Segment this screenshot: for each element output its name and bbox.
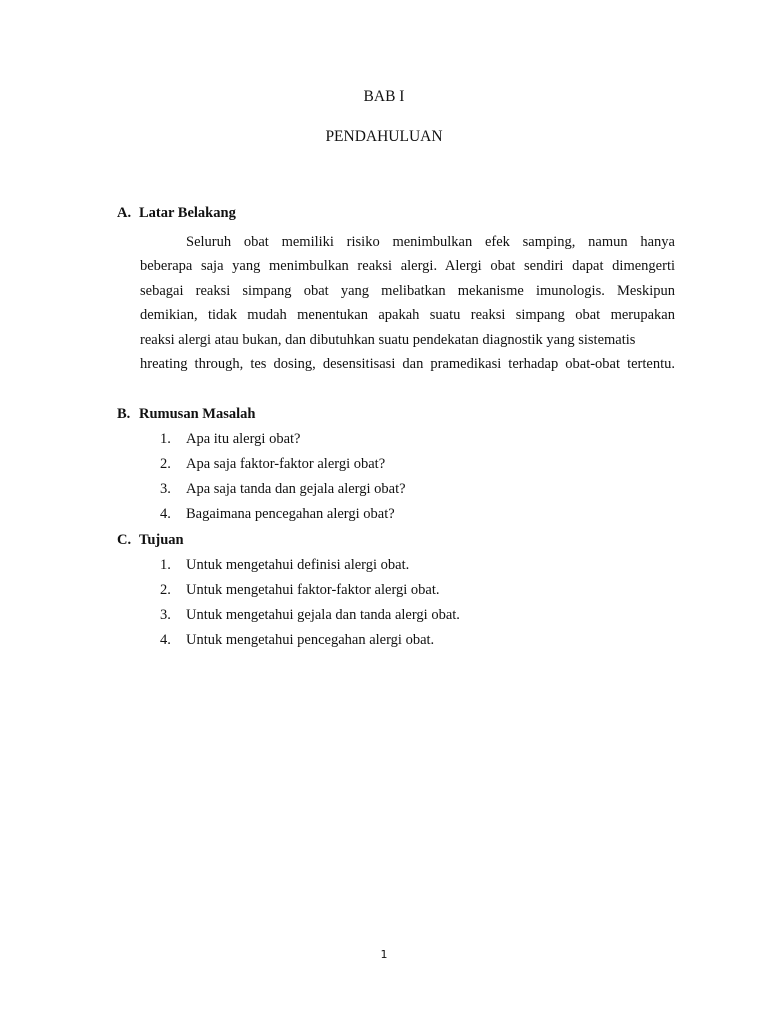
objectives-list [160, 553, 460, 653]
list-item [160, 603, 460, 628]
list-text: Untuk mengetahui pencegahan alergi obat. [186, 632, 435, 648]
section-title: Rumusan Masalah [139, 406, 256, 422]
list-number: 1. [160, 557, 171, 573]
list-item [160, 502, 406, 527]
background-paragraph [140, 230, 675, 376]
section-heading-latar-belakang [117, 205, 236, 222]
chapter-number: BAB I [363, 88, 405, 105]
section-heading-rumusan-masalah [117, 406, 255, 423]
list-item [160, 452, 406, 477]
list-number: 3. [160, 481, 171, 497]
page-number: 1 [380, 948, 388, 961]
list-number: 2. [160, 582, 171, 598]
section-letter: C. [117, 532, 132, 548]
list-number: 2. [160, 456, 171, 472]
section-heading-tujuan [117, 532, 184, 549]
section-title: Tujuan [139, 532, 184, 548]
list-item [160, 553, 460, 578]
list-text: Untuk mengetahui faktor-faktor alergi obat. [186, 582, 440, 598]
section-letter: B. [117, 406, 131, 422]
list-item [160, 477, 406, 502]
list-item [160, 427, 406, 452]
list-text: Apa itu alergi obat? [186, 431, 301, 447]
section-title: Latar Belakang [139, 205, 236, 221]
list-item [160, 578, 460, 603]
paragraph-line: demikian, tidak mudah menentukan apakah suatu reaksi simpang obat merupakan [140, 307, 675, 324]
list-text: Apa saja tanda dan gejala alergi obat? [186, 481, 406, 497]
paragraph-line: reaksi alergi atau bukan, dan dibutuhkan suatu pendekatan diagnostik yang sistematis [140, 331, 636, 348]
list-number: 4. [160, 632, 171, 648]
list-text: Untuk mengetahui gejala dan tanda alergi obat. [186, 607, 460, 623]
paragraph-line: Seluruh obat memiliki risiko menimbulkan efek samping, namun hanya [186, 234, 675, 250]
section-letter: A. [117, 205, 132, 221]
list-number: 4. [160, 506, 171, 522]
paragraph-line: sebagai reaksi simpang obat yang melibatkan mekanisme imunologis. Meskipun [140, 282, 675, 299]
list-number: 3. [160, 607, 171, 623]
problem-statement-list [160, 427, 406, 527]
paragraph-line: beberapa saja yang menimbulkan reaksi alergi. Alergi obat sendiri dapat dimengerti [140, 258, 675, 275]
list-number: 1. [160, 431, 171, 447]
list-text: Bagaimana pencegahan alergi obat? [186, 506, 395, 522]
list-text: Apa saja faktor-faktor alergi obat? [186, 456, 386, 472]
list-item [160, 628, 460, 653]
list-text: Untuk mengetahui definisi alergi obat. [186, 557, 410, 573]
chapter-title: PENDAHULUAN [325, 128, 443, 145]
paragraph-line: hreating through, tes dosing, desensitisasi dan pramedikasi terhadap obat-obat tertentu. [140, 356, 675, 373]
